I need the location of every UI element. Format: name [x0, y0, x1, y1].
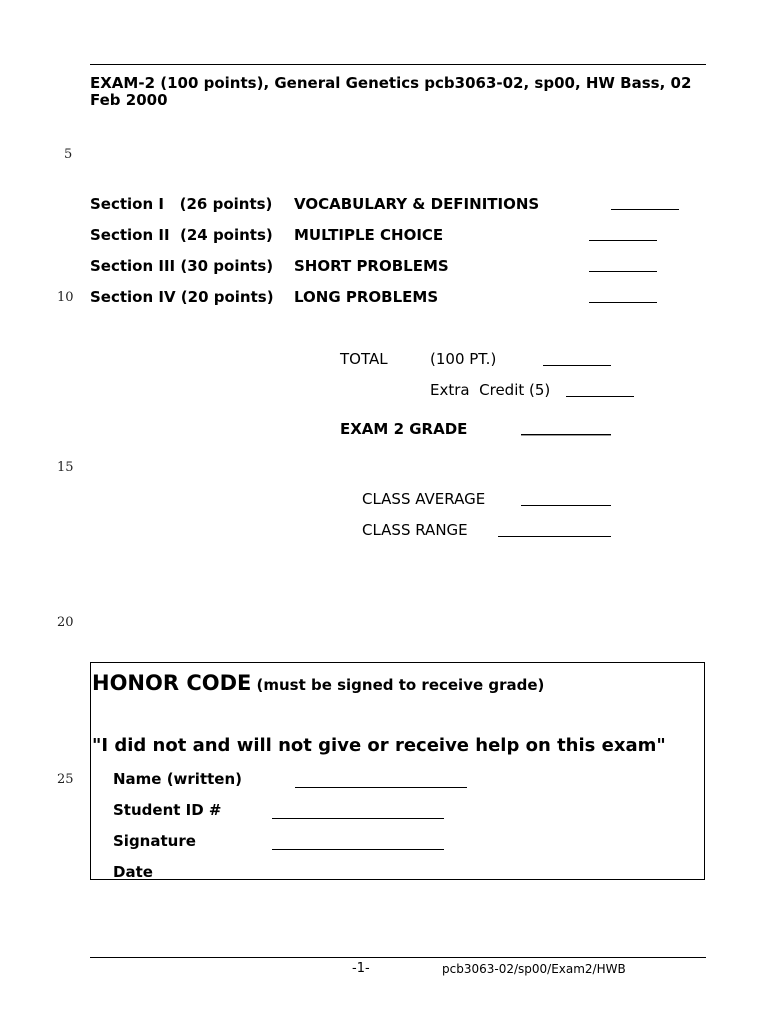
total-score-blank[interactable] — [543, 365, 611, 366]
footer-doc-id: pcb3063-02/sp00/Exam2/HWB — [442, 962, 626, 976]
honor-code-title: HONOR CODE — [92, 671, 252, 695]
extra-credit-label: Extra Credit (5) — [430, 381, 551, 399]
date-blank[interactable] — [295, 879, 467, 880]
section-4-label: Section IV (20 points) — [90, 288, 274, 306]
date-label: Date — [113, 863, 153, 881]
section-4-topic: LONG PROBLEMS — [294, 288, 439, 306]
line-number-25: 25 — [57, 772, 74, 787]
student-id-label: Student ID # — [113, 801, 222, 819]
section-4-score-blank[interactable] — [589, 302, 657, 303]
total-points: (100 PT.) — [430, 350, 497, 368]
exam-grade-blank[interactable] — [521, 434, 611, 436]
class-average-blank[interactable] — [521, 505, 611, 506]
line-number-15: 15 — [57, 460, 74, 475]
honor-code-subtitle: (must be signed to receive grade) — [256, 676, 545, 694]
line-number-20: 20 — [57, 615, 74, 630]
section-1-label: Section I (26 points) — [90, 195, 273, 213]
extra-credit-blank[interactable] — [566, 396, 634, 397]
section-2-score-blank[interactable] — [589, 240, 657, 241]
line-number-5: 5 — [64, 147, 73, 162]
section-3-label: Section III (30 points) — [90, 257, 274, 275]
section-1-topic: VOCABULARY & DEFINITIONS — [294, 195, 540, 213]
exam-title: EXAM-2 (100 points), General Genetics pcb3063-02, sp00, HW Bass, 02 Feb 2000 — [90, 74, 692, 109]
signature-label: Signature — [113, 832, 196, 850]
honor-pledge: "I did not and will not give or receive help on this exam" — [92, 735, 666, 756]
line-number-10: 10 — [57, 290, 74, 305]
top-rule — [90, 64, 706, 65]
exam-grade-label: EXAM 2 GRADE — [340, 420, 468, 438]
section-3-topic: SHORT PROBLEMS — [294, 257, 449, 275]
honor-code-heading — [92, 671, 544, 695]
signature-blank[interactable] — [272, 849, 444, 850]
total-label: TOTAL — [340, 350, 388, 368]
page-number: -1- — [352, 961, 370, 976]
section-3-score-blank[interactable] — [589, 271, 657, 272]
class-range-label: CLASS RANGE — [362, 521, 468, 539]
class-range-blank[interactable] — [498, 536, 611, 537]
name-field-label: Name (written) — [113, 770, 243, 788]
section-1-score-blank[interactable] — [611, 209, 679, 210]
class-average-label: CLASS AVERAGE — [362, 490, 486, 508]
section-2-topic: MULTIPLE CHOICE — [294, 226, 444, 244]
student-id-blank[interactable] — [272, 818, 444, 819]
section-2-label: Section II (24 points) — [90, 226, 273, 244]
footer-rule — [90, 957, 706, 958]
name-field-blank[interactable] — [295, 787, 467, 788]
